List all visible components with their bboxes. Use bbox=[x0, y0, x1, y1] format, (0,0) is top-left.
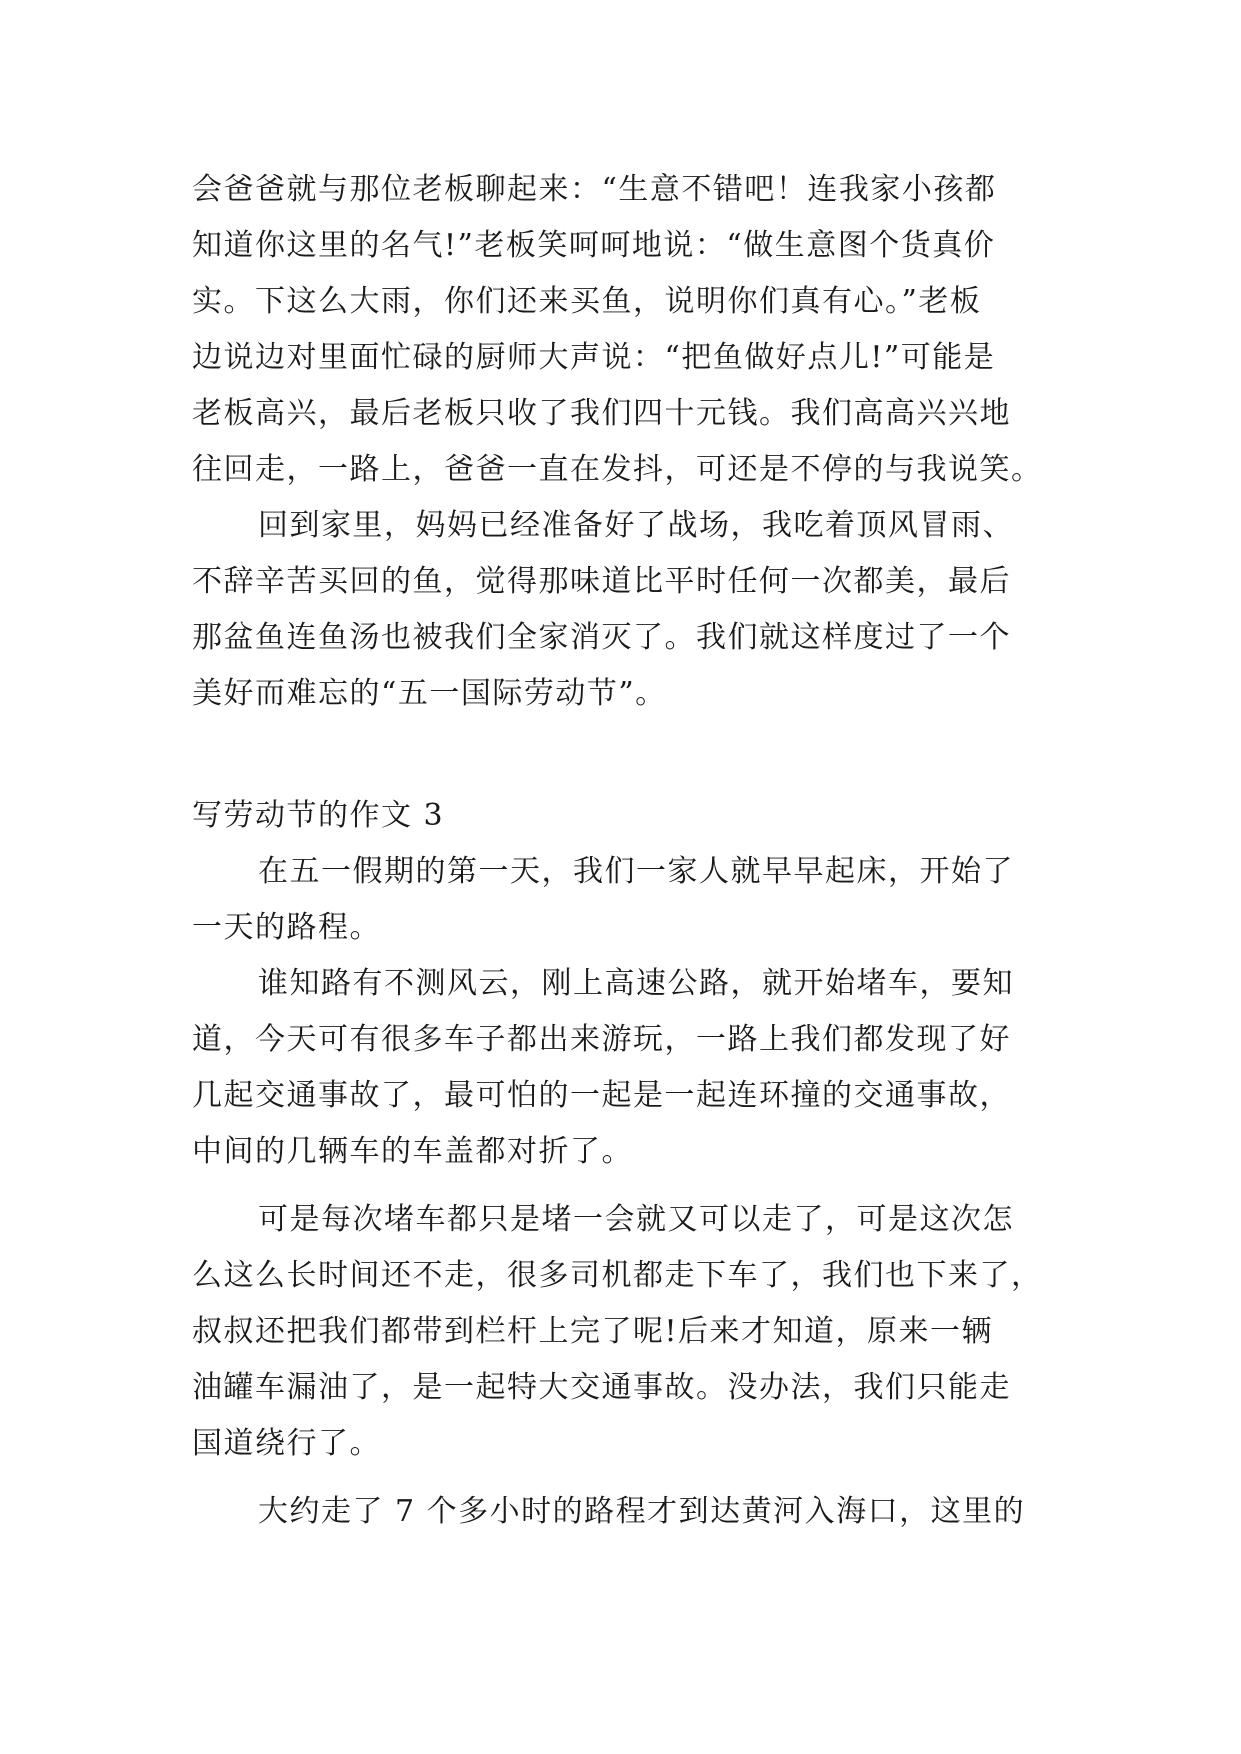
text-line: 油罐车漏油了，是一起特大交通事故。没办法，我们只能走 bbox=[192, 1370, 1011, 1405]
text-line: 么这么长时间还不走，很多司机都走下车了，我们也下来了， bbox=[192, 1258, 1043, 1293]
text-line: 道，今天可有很多车子都出来游玩，一路上我们都发现了好 bbox=[192, 1022, 1011, 1057]
text-line: 老板高兴，最后老板只收了我们四十元钱。我们高高兴兴地 bbox=[192, 396, 1011, 431]
paragraph-start-line: 可是每次堵车都只是堵一会就又可以走了，可是这次怎 bbox=[258, 1202, 1014, 1237]
text-line: 一天的路程。 bbox=[192, 910, 381, 945]
text-line: 中间的几辆车的车盖都对折了。 bbox=[192, 1134, 633, 1169]
paragraph-start-line: 大约走了 7 个多小时的路程才到达黄河入海口，这里的 bbox=[258, 1494, 1026, 1529]
text-line: 那盆鱼连鱼汤也被我们全家消灭了。我们就这样度过了一个 bbox=[192, 620, 1011, 655]
text-line: 实。下这么大雨，你们还来买鱼，说明你们真有心。”老板 bbox=[192, 284, 982, 319]
text-line: 美好而难忘的“五一国际劳动节”。 bbox=[192, 676, 667, 711]
paragraph-start-line: 回到家里，妈妈已经准备好了战场，我吃着顶风冒雨、 bbox=[258, 508, 1014, 543]
text-line: 不辞辛苦买回的鱼，觉得那味道比平时任何一次都美，最后 bbox=[192, 564, 1011, 599]
text-line: 知道你这里的名气!”老板笑呵呵地说：“做生意图个货真价 bbox=[192, 228, 996, 263]
text-line: 叔叔还把我们都带到栏杆上完了呢!后来才知道，原来一辆 bbox=[192, 1314, 994, 1349]
text-line: 边说边对里面忙碌的厨师大声说：“把鱼做好点儿!”可能是 bbox=[192, 340, 996, 375]
paragraph-start-line: 在五一假期的第一天，我们一家人就早早起床，开始了 bbox=[258, 854, 1014, 889]
text-line: 往回走，一路上，爸爸一直在发抖，可还是不停的与我说笑。 bbox=[192, 452, 1043, 487]
text-line: 几起交通事故了，最可怕的一起是一起连环撞的交通事故， bbox=[192, 1078, 1011, 1113]
section-heading: 写劳动节的作文 3 bbox=[192, 798, 445, 833]
text-line: 国道绕行了。 bbox=[192, 1426, 381, 1461]
text-line: 会爸爸就与那位老板聊起来：“生意不错吧！连我家小孩都 bbox=[192, 172, 997, 207]
paragraph-start-line: 谁知路有不测风云，刚上高速公路，就开始堵车，要知 bbox=[258, 966, 1014, 1001]
